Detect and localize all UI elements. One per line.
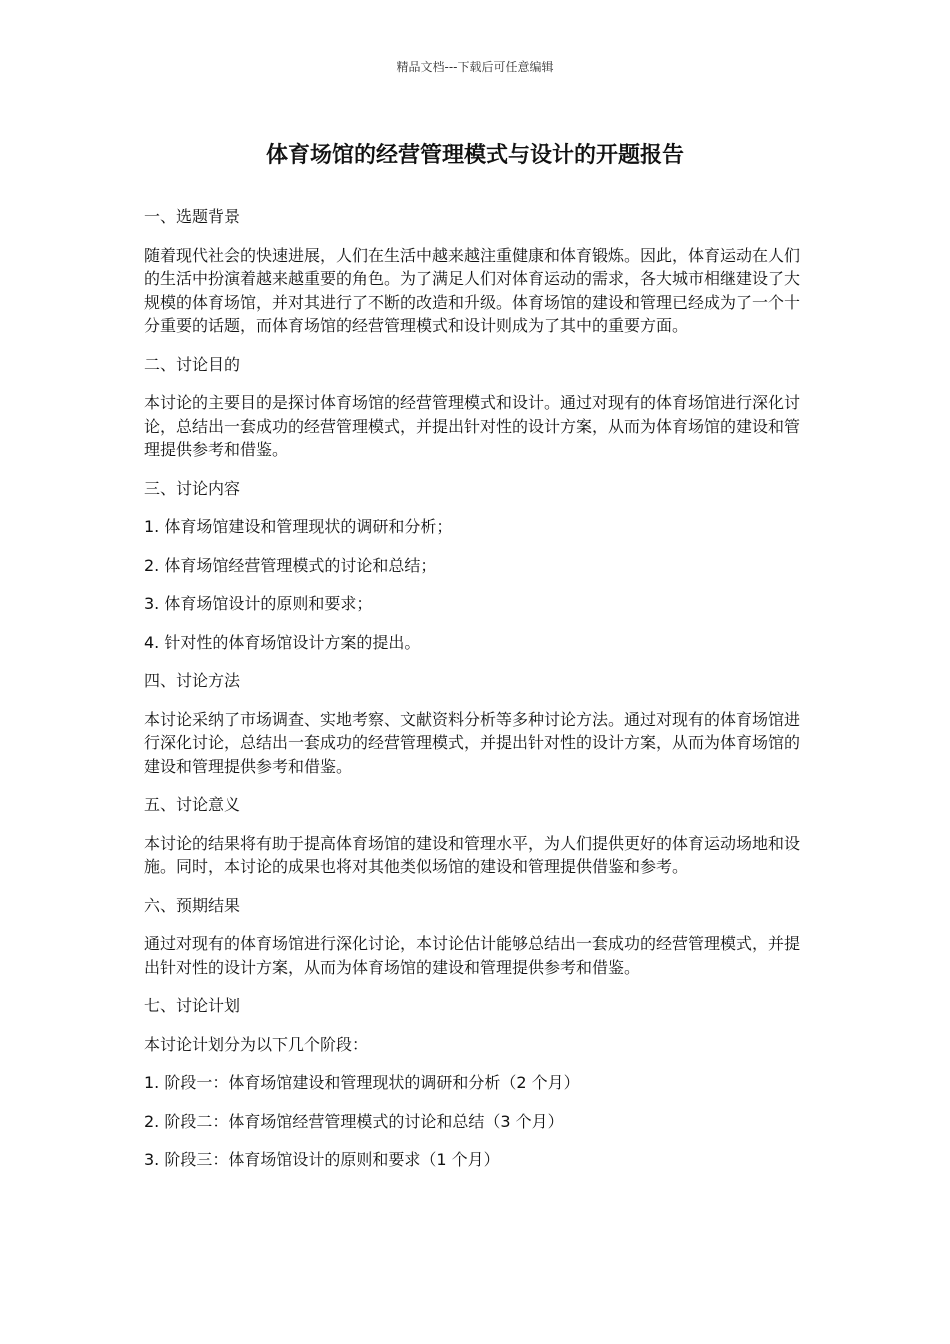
list-item-plan-3: 3. 阶段三：体育场馆设计的原则和要求（1 个月） [144,1150,500,1169]
document-title: 体育场馆的经营管理模式与设计的开题报告 [265,143,684,168]
paragraph-expected-results: 通过对现有的体育场馆进行深化讨论，本讨论估计能够总结出一套成功的经营管理模式，并提出针对性的设计方案，从而为体育场馆的建设和管理提供参考和借鉴。 [144,934,801,977]
paragraph-plan-intro: 本讨论计划分为以下几个阶段： [144,1034,369,1054]
paragraph-background: 随着现代社会的快速进展，人们在生活中越来越注重健康和体育锻炼。因此，体育运动在人们的生活中扮演着越来越重要的角色。为了满足人们对体育运动的需求，各大城市相继建设了大规模的体育场馆，并对其进行了不断的改造和升级。体育场馆的建设和管理已经成为了一个十分重要的话题，而体育场馆的经营管理模式和设计则成为了其中的重要方面。 [144,245,801,335]
section-heading-content: 三、讨论内容 [144,478,241,498]
paragraph-significance: 本讨论的结果将有助于提高体育场馆的建设和管理水平，为人们提供更好的体育运动场地和设施。同时，本讨论的成果也将对其他类似场馆的建设和管理提供借鉴和参考。 [144,833,801,876]
section-heading-purpose: 二、讨论目的 [144,354,241,374]
list-item-plan-1: 1. 阶段一：体育场馆建设和管理现状的调研和分析（2 个月） [144,1073,580,1092]
list-item-content-4: 4. 针对性的体育场馆设计方案的提出。 [144,632,421,652]
section-heading-expected-results: 六、预期结果 [144,895,241,915]
list-item-content-1: 1. 体育场馆建设和管理现状的调研和分析； [144,517,453,536]
paragraph-purpose: 本讨论的主要目的是探讨体育场馆的经营管理模式和设计。通过对现有的体育场馆进行深化讨论，总结出一套成功的经营管理模式，并提出针对性的设计方案，从而为体育场馆的建设和管理提供参考和借鉴。 [144,393,801,459]
section-heading-background: 一、选题背景 [144,207,241,226]
section-heading-significance: 五、讨论意义 [144,795,241,814]
document-body [144,205,808,1187]
paragraph-method: 本讨论采纳了市场调查、实地考察、文献资料分析等多种讨论方法。通过对现有的体育场馆进行深化讨论，总结出一套成功的经营管理模式，并提出针对性的设计方案，从而为体育场馆的建设和管理提供参考和借鉴。 [144,709,801,776]
list-item-content-2: 2. 体育场馆经营管理模式的讨论和总结； [144,555,437,575]
list-item-content-3: 3. 体育场馆设计的原则和要求； [144,594,373,613]
header-note: 精品文档---下载后可任意编辑 [396,60,554,74]
section-heading-method: 四、讨论方法 [144,671,241,690]
section-heading-plan: 七、讨论计划 [144,996,241,1015]
list-item-plan-2: 2. 阶段二：体育场馆经营管理模式的讨论和总结（3 个月） [144,1111,564,1131]
